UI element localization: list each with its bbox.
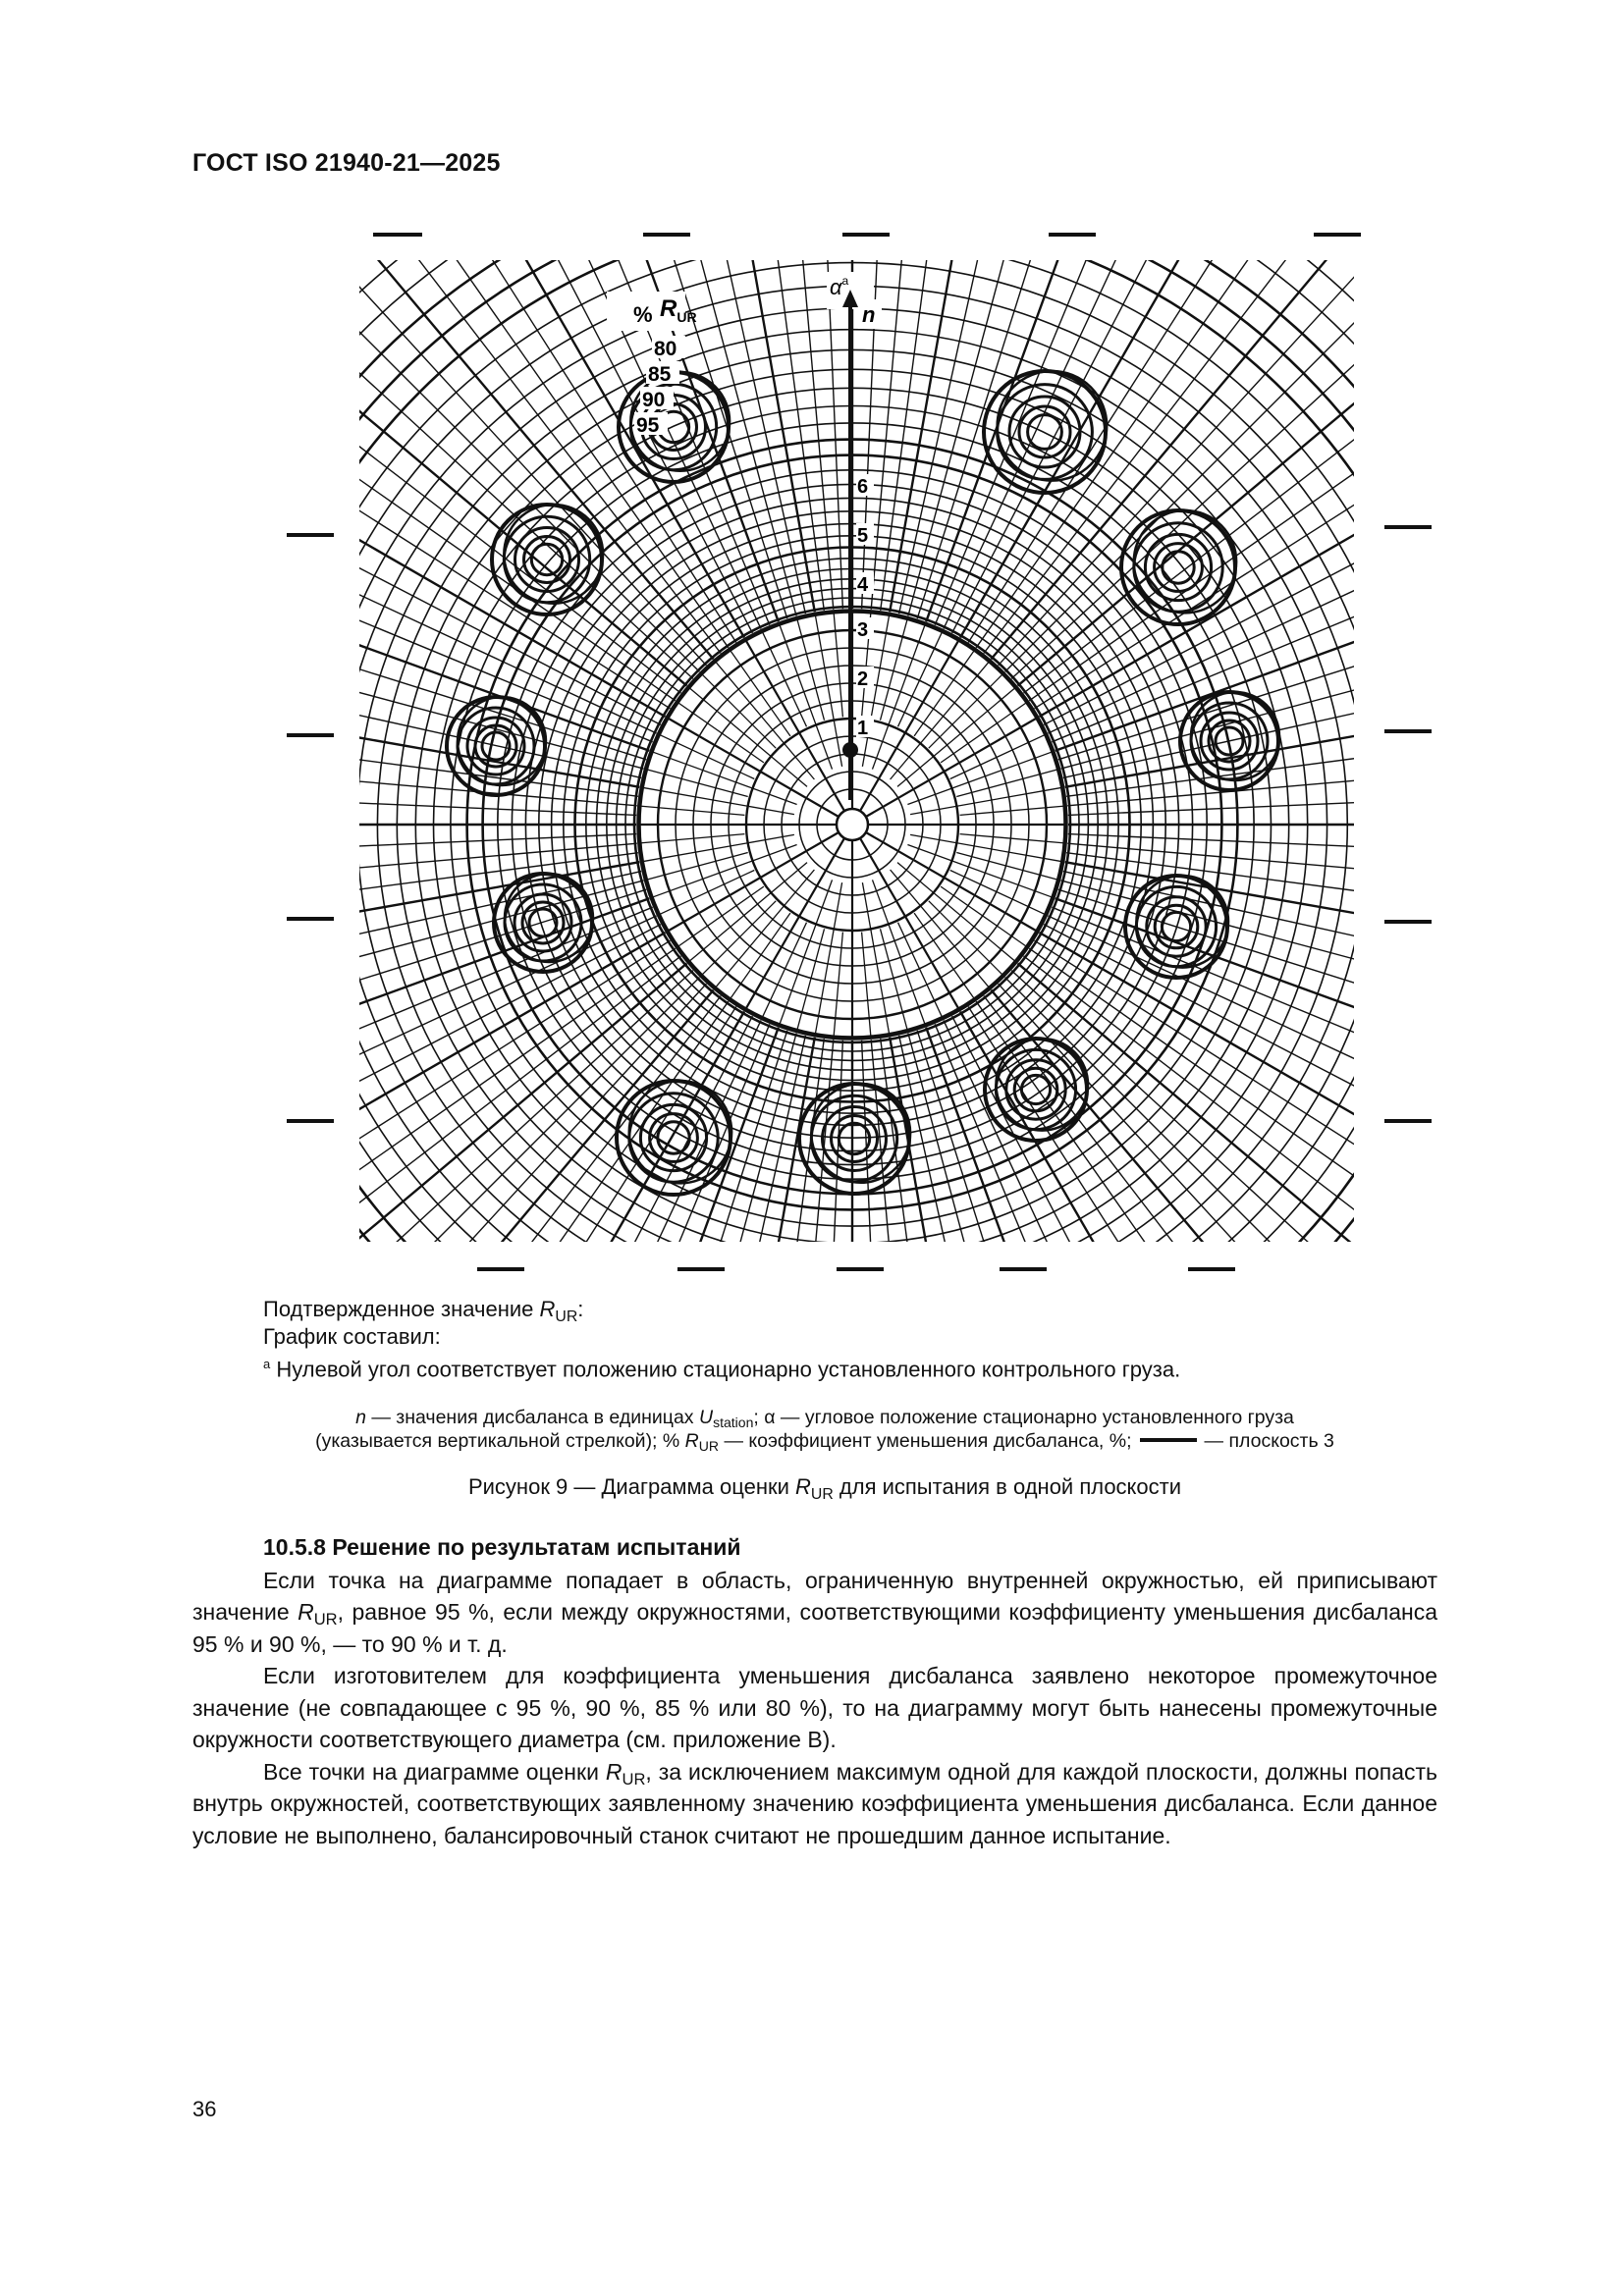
n-scale-value: 5 [857,525,869,547]
percent-value: 85 [648,363,672,386]
n-label: n [862,302,876,327]
n-scale-value: 6 [857,476,869,498]
figure-legend: n — значения дисбаланса в единицах $U_{station}$; α — угловое положение стационарно установленного груза (указывается вертикальной стрелкой); % $R_{UR}$ — коэффициент уменьшения дисбаланса, %; — плоскость 3 [315,1407,1334,1455]
compiled-by-line: График составил: [263,1324,441,1349]
paragraph-2: Если изготовителем для коэффициента уменьшения дисбаланса заявлено некоторое промежуточное значение (не совпадающее с 95 %, 90 %, 85 % или 80 %), то на диаграмму могут быть нанесены промежуточные окружности соответствующего диаметра (см. приложение В). [192,1663,1437,1752]
percent-value: 80 [654,338,677,360]
plane-line-icon [1140,1438,1197,1442]
n-scale-value: 1 [857,718,869,739]
footnote-a: $^a$ Нулевой угол соответствует положению стационарно установленного контрольного груза. [263,1357,1181,1382]
figure-notes [263,1296,1180,1383]
confirmed-value-line: Подтвержденное значение $R_{UR}$: [263,1297,584,1325]
n-scale-value: 2 [857,668,869,690]
section-title: 10.5.8 Решение по результатам испытаний [263,1534,741,1560]
alpha-label: $\alpha^a$ [830,274,849,299]
center-ring [837,809,868,840]
paragraph-3: Все точки на диаграмме оценки $R_{UR}$, за исключением максимум одной для каждой плоскости, должны попасть внутрь окружностей, соответствующих заявленному значению коэффициента уменьшения дисбаланса. Если данное условие не выполнено, балансировочный станок считают не прошедшим данное испытание. [192,1758,1438,1848]
r-label: $R_{UR}$ [660,295,697,325]
percent-value: 90 [642,389,666,411]
section-10-5-8 [192,1531,1437,1851]
percent-value: 95 [636,414,660,437]
figure-caption: Рисунок 9 — Диаграмма оценки $R_{UR}$ для испытания в одной плоскости [467,1474,1182,1503]
n-scale-value: 3 [857,619,869,641]
document-header: ГОСТ ISO 21940-21—2025 [192,149,501,177]
percent-label: % [633,302,653,327]
n-scale-value: 4 [857,574,869,596]
page-number: 36 [192,2097,217,2121]
origin-dot [842,742,858,758]
rur-evaluation-diagram [275,216,1375,1256]
paragraph-1: Если точка на диаграмме попадает в область, ограниченную внутренней окружностью, ей приписывают значение $R_{UR}$, равное 95 %, если между окружностями, соответствующими коэффициенту уменьшения дисбаланса 95 % и 90 %, — то 90 % и т. д. [192,1567,1437,1657]
